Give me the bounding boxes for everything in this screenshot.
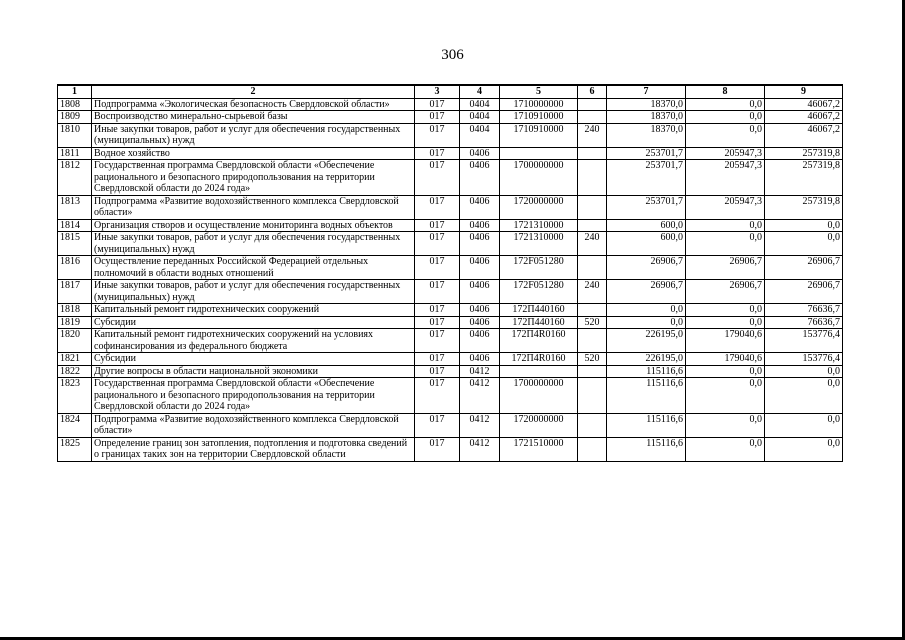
row-number: 1813: [58, 195, 92, 219]
row-name: Подпрограмма «Развитие водохозяйственного комплекса Свердловской области»: [92, 195, 415, 219]
column-header-2: 2: [92, 85, 415, 98]
row-section-code: 0412: [460, 413, 500, 437]
row-amount-col7: 226195,0: [607, 329, 686, 353]
row-amount-col9: 76636,7: [765, 304, 843, 317]
row-amount-col7: 115116,6: [607, 378, 686, 414]
row-amount-col7: 0,0: [607, 316, 686, 329]
row-number: 1809: [58, 111, 92, 124]
row-amount-col9: 0,0: [765, 219, 843, 232]
table-row: [58, 329, 843, 353]
row-expense-type: [578, 378, 607, 414]
row-amount-col9: 46067,2: [765, 123, 843, 147]
row-expense-type: [578, 413, 607, 437]
row-expense-type: 240: [578, 123, 607, 147]
row-target-code: 172F051280: [500, 256, 578, 280]
budget-table: [57, 84, 843, 462]
row-number: 1812: [58, 160, 92, 196]
row-target-code: 172П4R0160: [500, 353, 578, 366]
row-amount-col8: 0,0: [686, 437, 765, 461]
row-admin-code: 017: [415, 353, 460, 366]
row-target-code: 1721510000: [500, 437, 578, 461]
table-row: [58, 98, 843, 111]
row-number: 1825: [58, 437, 92, 461]
row-name: Иные закупки товаров, работ и услуг для обеспечения государственных (муниципальных) нужд: [92, 123, 415, 147]
table-row: [58, 232, 843, 256]
row-amount-col9: 0,0: [765, 413, 843, 437]
row-expense-type: 240: [578, 232, 607, 256]
row-expense-type: [578, 304, 607, 317]
row-section-code: 0406: [460, 329, 500, 353]
row-expense-type: 240: [578, 280, 607, 304]
row-amount-col7: 253701,7: [607, 147, 686, 160]
column-header-5: 5: [500, 85, 578, 98]
row-name: Подпрограмма «Экологическая безопасность Свердловской области»: [92, 98, 415, 111]
row-name: Другие вопросы в области национальной экономики: [92, 365, 415, 378]
column-header-9: 9: [765, 85, 843, 98]
row-section-code: 0412: [460, 378, 500, 414]
row-amount-col7: 226195,0: [607, 353, 686, 366]
row-amount-col8: 205947,3: [686, 195, 765, 219]
row-section-code: 0406: [460, 147, 500, 160]
row-admin-code: 017: [415, 98, 460, 111]
table-row: [58, 413, 843, 437]
row-number: 1816: [58, 256, 92, 280]
row-admin-code: 017: [415, 232, 460, 256]
row-amount-col9: 257319,8: [765, 195, 843, 219]
row-amount-col7: 18370,0: [607, 123, 686, 147]
row-amount-col9: 26906,7: [765, 280, 843, 304]
row-number: 1818: [58, 304, 92, 317]
row-section-code: 0406: [460, 219, 500, 232]
row-name: Осуществление переданных Российской Федерацией отдельных полномочий в области водных отношений: [92, 256, 415, 280]
row-admin-code: 017: [415, 147, 460, 160]
row-admin-code: 017: [415, 304, 460, 317]
row-amount-col9: 76636,7: [765, 316, 843, 329]
column-header-8: 8: [686, 85, 765, 98]
row-section-code: 0406: [460, 256, 500, 280]
table-row: [58, 280, 843, 304]
row-expense-type: [578, 329, 607, 353]
row-amount-col8: 0,0: [686, 378, 765, 414]
row-amount-col8: 26906,7: [686, 256, 765, 280]
row-expense-type: 520: [578, 316, 607, 329]
row-expense-type: [578, 219, 607, 232]
row-admin-code: 017: [415, 219, 460, 232]
table-row: [58, 378, 843, 414]
row-target-code: 172П440160: [500, 304, 578, 317]
row-section-code: 0406: [460, 304, 500, 317]
row-expense-type: [578, 160, 607, 196]
row-target-code: 172П440160: [500, 316, 578, 329]
row-amount-col8: 0,0: [686, 123, 765, 147]
row-name: Воспроизводство минерально-сырьевой базы: [92, 111, 415, 124]
row-target-code: 1710910000: [500, 123, 578, 147]
row-target-code: 1721310000: [500, 219, 578, 232]
row-amount-col9: 0,0: [765, 232, 843, 256]
row-number: 1823: [58, 378, 92, 414]
row-amount-col7: 600,0: [607, 232, 686, 256]
table-row: [58, 111, 843, 124]
row-name: Определение границ зон затопления, подтопления и подготовка сведений о границах таких зон на территории Свердловской области: [92, 437, 415, 461]
row-section-code: 0404: [460, 98, 500, 111]
row-number: 1817: [58, 280, 92, 304]
row-amount-col8: 0,0: [686, 232, 765, 256]
column-header-7: 7: [607, 85, 686, 98]
row-expense-type: [578, 111, 607, 124]
row-name: Иные закупки товаров, работ и услуг для обеспечения государственных (муниципальных) нужд: [92, 280, 415, 304]
column-header-1: 1: [58, 85, 92, 98]
row-name: Подпрограмма «Развитие водохозяйственного комплекса Свердловской области»: [92, 413, 415, 437]
row-expense-type: [578, 98, 607, 111]
row-amount-col7: 115116,6: [607, 437, 686, 461]
row-section-code: 0406: [460, 316, 500, 329]
row-amount-col8: 0,0: [686, 111, 765, 124]
row-number: 1824: [58, 413, 92, 437]
row-admin-code: 017: [415, 365, 460, 378]
row-number: 1814: [58, 219, 92, 232]
row-amount-col8: 205947,3: [686, 160, 765, 196]
row-section-code: 0406: [460, 232, 500, 256]
row-number: 1811: [58, 147, 92, 160]
row-amount-col7: 253701,7: [607, 160, 686, 196]
row-amount-col9: 26906,7: [765, 256, 843, 280]
row-expense-type: 520: [578, 353, 607, 366]
row-target-code: 1721310000: [500, 232, 578, 256]
row-amount-col8: 0,0: [686, 219, 765, 232]
row-admin-code: 017: [415, 160, 460, 196]
table-row: [58, 365, 843, 378]
row-section-code: 0412: [460, 437, 500, 461]
row-amount-col7: 26906,7: [607, 280, 686, 304]
row-amount-col7: 18370,0: [607, 111, 686, 124]
header-row: [58, 85, 843, 98]
row-number: 1808: [58, 98, 92, 111]
row-amount-col8: 0,0: [686, 304, 765, 317]
row-admin-code: 017: [415, 195, 460, 219]
row-name: Организация створов и осуществление мониторинга водных объектов: [92, 219, 415, 232]
row-target-code: 1700000000: [500, 378, 578, 414]
row-name: Государственная программа Свердловской области «Обеспечение рационального и безопасного природопользования на территории Свердловской области до 2024 года»: [92, 160, 415, 196]
row-amount-col9: 153776,4: [765, 329, 843, 353]
row-amount-col7: 0,0: [607, 304, 686, 317]
row-amount-col9: 257319,8: [765, 147, 843, 160]
row-target-code: 1720000000: [500, 195, 578, 219]
row-amount-col8: 0,0: [686, 316, 765, 329]
row-target-code: [500, 147, 578, 160]
table-row: [58, 316, 843, 329]
row-admin-code: 017: [415, 437, 460, 461]
row-amount-col8: 0,0: [686, 365, 765, 378]
column-header-6: 6: [578, 85, 607, 98]
row-section-code: 0406: [460, 353, 500, 366]
row-name: Государственная программа Свердловской области «Обеспечение рационального и безопасного природопользования на территории Свердловской области до 2024 года»: [92, 378, 415, 414]
row-amount-col7: 18370,0: [607, 98, 686, 111]
row-amount-col8: 0,0: [686, 413, 765, 437]
table-row: [58, 304, 843, 317]
row-amount-col7: 600,0: [607, 219, 686, 232]
page-number: 306: [441, 47, 464, 63]
row-expense-type: [578, 147, 607, 160]
row-admin-code: 017: [415, 329, 460, 353]
row-section-code: 0404: [460, 111, 500, 124]
row-section-code: 0406: [460, 160, 500, 196]
row-amount-col9: 0,0: [765, 378, 843, 414]
row-admin-code: 017: [415, 378, 460, 414]
table-body: [58, 98, 843, 461]
row-admin-code: 017: [415, 280, 460, 304]
row-section-code: 0412: [460, 365, 500, 378]
row-amount-col9: 0,0: [765, 365, 843, 378]
row-admin-code: 017: [415, 111, 460, 124]
row-name: Капитальный ремонт гидротехнических сооружений: [92, 304, 415, 317]
table-row: [58, 160, 843, 196]
row-target-code: 172П4R0160: [500, 329, 578, 353]
row-target-code: 172F051280: [500, 280, 578, 304]
row-amount-col8: 179040,6: [686, 329, 765, 353]
table-row: [58, 219, 843, 232]
table-row: [58, 437, 843, 461]
row-amount-col8: 26906,7: [686, 280, 765, 304]
row-amount-col7: 115116,6: [607, 365, 686, 378]
row-amount-col7: 115116,6: [607, 413, 686, 437]
column-header-3: 3: [415, 85, 460, 98]
row-target-code: 1710910000: [500, 111, 578, 124]
row-number: 1822: [58, 365, 92, 378]
row-target-code: 1700000000: [500, 160, 578, 196]
row-admin-code: 017: [415, 123, 460, 147]
table-row: [58, 353, 843, 366]
row-admin-code: 017: [415, 256, 460, 280]
row-section-code: 0406: [460, 195, 500, 219]
row-admin-code: 017: [415, 413, 460, 437]
row-target-code: [500, 365, 578, 378]
row-amount-col9: 257319,8: [765, 160, 843, 196]
row-target-code: 1720000000: [500, 413, 578, 437]
row-name: Водное хозяйство: [92, 147, 415, 160]
row-number: 1821: [58, 353, 92, 366]
row-number: 1819: [58, 316, 92, 329]
row-amount-col7: 253701,7: [607, 195, 686, 219]
row-name: Субсидии: [92, 316, 415, 329]
row-number: 1810: [58, 123, 92, 147]
row-amount-col9: 0,0: [765, 437, 843, 461]
row-number: 1820: [58, 329, 92, 353]
row-name: Капитальный ремонт гидротехнических сооружений на условиях софинансирования из федерального бюджета: [92, 329, 415, 353]
row-amount-col9: 153776,4: [765, 353, 843, 366]
row-expense-type: [578, 437, 607, 461]
row-amount-col9: 46067,2: [765, 98, 843, 111]
table-row: [58, 256, 843, 280]
row-amount-col7: 26906,7: [607, 256, 686, 280]
row-amount-col8: 0,0: [686, 98, 765, 111]
row-number: 1815: [58, 232, 92, 256]
table-row: [58, 147, 843, 160]
column-header-4: 4: [460, 85, 500, 98]
row-expense-type: [578, 365, 607, 378]
row-name: Субсидии: [92, 353, 415, 366]
row-amount-col8: 205947,3: [686, 147, 765, 160]
table-row: [58, 195, 843, 219]
row-name: Иные закупки товаров, работ и услуг для обеспечения государственных (муниципальных) нужд: [92, 232, 415, 256]
row-section-code: 0406: [460, 280, 500, 304]
row-target-code: 1710000000: [500, 98, 578, 111]
row-amount-col9: 46067,2: [765, 111, 843, 124]
table-row: [58, 123, 843, 147]
row-amount-col8: 179040,6: [686, 353, 765, 366]
row-expense-type: [578, 256, 607, 280]
row-admin-code: 017: [415, 316, 460, 329]
row-expense-type: [578, 195, 607, 219]
row-section-code: 0404: [460, 123, 500, 147]
